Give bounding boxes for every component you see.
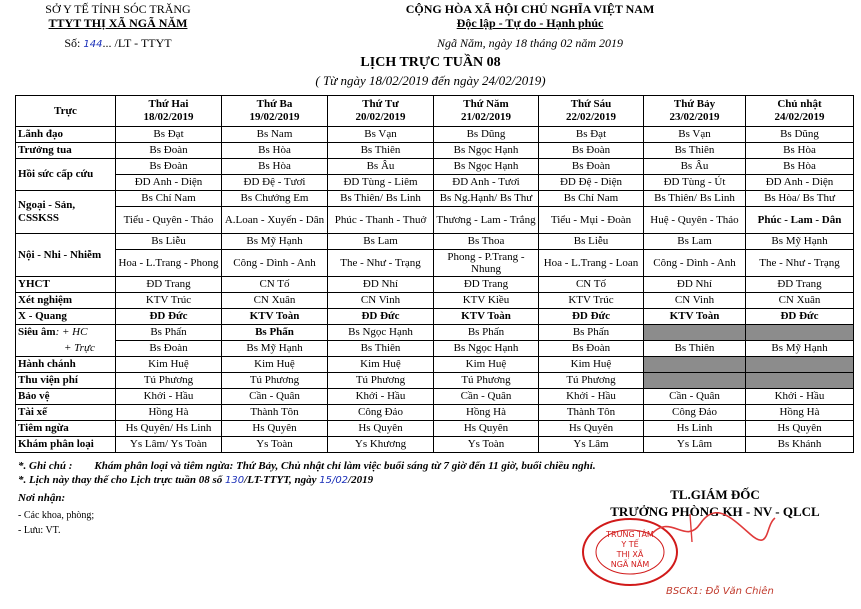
header-left: [18, 2, 218, 52]
table-cell: Cần - Quân: [222, 389, 328, 405]
recipient-item: - Lưu: VT.: [18, 525, 61, 536]
row-label: Lãnh đạo: [16, 127, 116, 143]
doc-date: Ngã Năm, ngày 18 tháng 02 năm 2019: [437, 36, 623, 50]
table-cell: ĐD Tùng - Út: [644, 175, 746, 191]
table-cell: Bs Vạn: [644, 127, 746, 143]
table-cell: Thành Tôn: [539, 405, 644, 421]
table-cell: Kim Huệ: [116, 357, 222, 373]
table-cell: Bs Liễu: [116, 234, 222, 250]
notes: [18, 459, 596, 488]
table-cell: ĐD Đệ - Tươi: [222, 175, 328, 191]
table-cell: Tú Phương: [222, 373, 328, 389]
row-label: Tài xế: [16, 405, 116, 421]
table-row: [16, 234, 854, 250]
table-cell: The - Như - Trạng: [746, 250, 854, 277]
table-cell: Khởi - Hầu: [328, 389, 434, 405]
table-row: [16, 277, 854, 293]
table-cell: ĐD Đức: [116, 309, 222, 325]
table-cell: Bs Thiên/ Bs Linh: [328, 191, 434, 207]
table-cell-shaded: [746, 325, 854, 341]
column-header-truc: Trực: [16, 96, 116, 127]
table-cell: ĐD Anh - Tươi: [434, 175, 539, 191]
table-cell: Bs Dũng: [746, 127, 854, 143]
table-row: [16, 405, 854, 421]
table-cell: Bs Lam: [328, 234, 434, 250]
table-cell: Bs Ngọc Hạnh: [434, 143, 539, 159]
column-header-day: Thứ Năm 21/02/2019: [434, 96, 539, 127]
table-cell: Bs Phấn: [434, 325, 539, 341]
table-cell: CN Vinh: [644, 293, 746, 309]
handwritten-signature-icon: [630, 506, 780, 550]
table-cell: Bs Âu: [644, 159, 746, 175]
table-cell: Bs Chí Nam: [116, 191, 222, 207]
table-cell: Bs Mỹ Hạnh: [222, 341, 328, 357]
table-cell: Kim Huệ: [222, 357, 328, 373]
table-row: [16, 143, 854, 159]
table-row: [16, 309, 854, 325]
table-cell: KTV Toàn: [434, 309, 539, 325]
table-cell: Bs Mỹ Hạnh: [746, 341, 854, 357]
table-cell: Tú Phương: [116, 373, 222, 389]
table-row: [16, 437, 854, 453]
table-row: [16, 127, 854, 143]
table-cell: Hs Quyên: [539, 421, 644, 437]
table-cell: Bs Ngọc Hạnh: [434, 341, 539, 357]
table-cell: Hoa - L.Trang - Phong: [116, 250, 222, 277]
table-cell: Hs Quyên/ Hs Linh: [116, 421, 222, 437]
table-cell: Kim Huệ: [539, 357, 644, 373]
table-cell: Bs Đoàn: [539, 341, 644, 357]
table-row: [16, 191, 854, 207]
table-cell-shaded: [644, 325, 746, 341]
table-cell-shaded: [746, 373, 854, 389]
table-row: [16, 250, 854, 277]
table-row: [16, 175, 854, 191]
table-cell: Bs Thoa: [434, 234, 539, 250]
row-label: Hồi sức cấp cứu: [16, 159, 116, 191]
table-cell: Bs Ngọc Hạnh: [328, 325, 434, 341]
table-row: [16, 159, 854, 175]
table-cell: ĐD Trang: [746, 277, 854, 293]
row-label: Hành chánh: [16, 357, 116, 373]
table-cell: Phong - P.Trang - Nhung: [434, 250, 539, 277]
table-cell: Ys Lâm: [539, 437, 644, 453]
table-cell: Bs Chí Nam: [539, 191, 644, 207]
table-cell: Hs Quyên: [434, 421, 539, 437]
table-cell: Hồng Hà: [434, 405, 539, 421]
sign-title: TL.GIÁM ĐỐC: [670, 487, 760, 502]
table-cell-shaded: [746, 357, 854, 373]
table-cell: Thương - Lam - Trắng: [434, 207, 539, 234]
table-cell: Ys Lâm/ Ys Toàn: [116, 437, 222, 453]
table-cell: Bs Thiên: [328, 143, 434, 159]
header-right: [372, 2, 688, 50]
table-row: [16, 373, 854, 389]
motto: Độc lập - Tự do - Hạnh phúc: [456, 16, 604, 30]
row-label: YHCT: [16, 277, 116, 293]
page-subtitle: ( Từ ngày 18/02/2019 đến ngày 24/02/2019): [315, 73, 546, 88]
table-cell: ĐD Đệ - Diện: [539, 175, 644, 191]
table-cell: Hồng Hà: [746, 405, 854, 421]
table-cell: Ys Toàn: [434, 437, 539, 453]
table-cell: ĐD Đức: [746, 309, 854, 325]
table-cell: Bs Hòa/ Bs Thư: [746, 191, 854, 207]
table-cell: Bs Liễu: [539, 234, 644, 250]
recipients-label: Nơi nhận:: [18, 492, 66, 504]
column-header-day: Thứ Tư 20/02/2019: [328, 96, 434, 127]
table-cell: Hs Quyên: [746, 421, 854, 437]
table-cell: Hs Linh: [644, 421, 746, 437]
table-row: [16, 293, 854, 309]
table-cell: CN Vinh: [328, 293, 434, 309]
table-cell: Bs Dũng: [434, 127, 539, 143]
table-header-row: [16, 96, 854, 127]
country-name: CỘNG HÒA XÃ HỘI CHỦ NGHĨA VIỆT NAM: [405, 2, 655, 16]
table-row: [16, 341, 854, 357]
column-header-day: Thứ Sáu 22/02/2019: [539, 96, 644, 127]
table-cell: Hs Quyên: [328, 421, 434, 437]
table-cell: Thành Tôn: [222, 405, 328, 421]
table-cell: Cần - Quân: [434, 389, 539, 405]
row-label: Tiêm ngừa: [16, 421, 116, 437]
column-header-day: Thứ Ba 19/02/2019: [222, 96, 328, 127]
org-name: TTYT THỊ XÃ NGÃ NĂM: [48, 16, 188, 30]
row-label: Ngoại - Sản, CSSKSS: [16, 191, 116, 234]
table-cell: Bs Đoàn: [539, 159, 644, 175]
table-cell: Ys Khương: [328, 437, 434, 453]
stamp-text: THỊ XÃ: [616, 550, 644, 559]
table-cell: CN Tố: [222, 277, 328, 293]
stamp-text: TRUNG TÂM: [606, 530, 654, 539]
table-cell: Ys Lâm: [644, 437, 746, 453]
table-cell: Khởi - Hầu: [539, 389, 644, 405]
table-cell: Bs Đạt: [539, 127, 644, 143]
table-cell: Bs Mỹ Hạnh: [746, 234, 854, 250]
table-cell: ĐD Đức: [539, 309, 644, 325]
table-cell: Bs Hòa: [222, 159, 328, 175]
dept-name: SỞ Y TẾ TỈNH SÓC TRĂNG: [45, 2, 191, 16]
table-cell: Bs Mỹ Hạnh: [222, 234, 328, 250]
table-cell: KTV Toàn: [644, 309, 746, 325]
table-cell: Bs Hòa: [746, 143, 854, 159]
table-cell: Tiểu - Quyên - Thảo: [116, 207, 222, 234]
table-cell: Bs Đạt: [116, 127, 222, 143]
doc-number-handwritten: 144: [83, 39, 103, 50]
table-cell: Bs Âu: [328, 159, 434, 175]
row-label: Thu viện phí: [16, 373, 116, 389]
table-cell: Tú Phương: [434, 373, 539, 389]
doc-number: Số: 144... /LT - TTYT: [64, 36, 172, 50]
row-label: X - Quang: [16, 309, 116, 325]
table-cell: Bs Thiên/ Bs Linh: [644, 191, 746, 207]
note-line-1: *. Ghi chú : Khám phân loại và tiêm ngừa: Thứ Bảy, Chủ nhật chỉ làm việc buổi sáng từ 7 giờ đến 11 giờ, buổi chiều nghỉ.: [18, 460, 596, 472]
table-cell: Bs Lam: [644, 234, 746, 250]
table-cell: ĐD Anh - Diện: [116, 175, 222, 191]
table-cell: Bs Ngọc Hạnh: [434, 159, 539, 175]
table-cell: Công - Dình - Anh: [644, 250, 746, 277]
table-cell: Bs Hòa: [222, 143, 328, 159]
table-row: [16, 421, 854, 437]
table-cell: Phúc - Lam - Dân: [746, 207, 854, 234]
table-cell: Hoa - L.Trang - Loan: [539, 250, 644, 277]
table-row: [16, 325, 854, 341]
stamp-text: NGÃ NĂM: [610, 560, 650, 569]
table-cell: Công Đảo: [644, 405, 746, 421]
table-cell: Bs Chướng Em: [222, 191, 328, 207]
table-cell: ĐD Đức: [328, 309, 434, 325]
table-cell: Phúc - Thanh - Thuở: [328, 207, 434, 234]
table-cell: Bs Phấn: [539, 325, 644, 341]
table-cell: Kim Huệ: [434, 357, 539, 373]
table-cell: Khởi - Hầu: [746, 389, 854, 405]
table-cell: Bs Đoàn: [116, 159, 222, 175]
table-cell: Tiểu - Mụi - Đoàn: [539, 207, 644, 234]
table-cell: A.Loan - Xuyến - Dân: [222, 207, 328, 234]
column-header-day: Thứ Hai 18/02/2019: [116, 96, 222, 127]
page-title: LỊCH TRỰC TUẦN 08: [360, 55, 501, 70]
table-cell: Bs Đoàn: [116, 341, 222, 357]
table-cell: Bs Thiên: [644, 143, 746, 159]
column-header-day: Chủ nhật 24/02/2019: [746, 96, 854, 127]
table-cell: Bs Vạn: [328, 127, 434, 143]
table-cell: Ys Toàn: [222, 437, 328, 453]
table-cell: Huệ - Quyên - Thảo: [644, 207, 746, 234]
table-cell-shaded: [644, 373, 746, 389]
table-cell: The - Như - Trạng: [328, 250, 434, 277]
recipients: [18, 491, 94, 538]
table-cell: KTV Kiều: [434, 293, 539, 309]
table-cell: CN Xuân: [222, 293, 328, 309]
row-label: Nội - Nhi - Nhiễm: [16, 234, 116, 277]
table-cell: KTV Trúc: [116, 293, 222, 309]
row-label: Trưởng tua: [16, 143, 116, 159]
table-cell: Hs Quyên: [222, 421, 328, 437]
table-cell: Khởi - Hầu: [116, 389, 222, 405]
table-cell: Bs Phấn: [116, 325, 222, 341]
table-cell: ĐD Trang: [116, 277, 222, 293]
row-label: Khám phân loại: [16, 437, 116, 453]
table-cell-shaded: [644, 357, 746, 373]
table-cell: CN Tố: [539, 277, 644, 293]
column-header-day: Thứ Bảy 23/02/2019: [644, 96, 746, 127]
table-cell: Bs Thiên: [328, 341, 434, 357]
table-cell: Bs Phấn: [222, 325, 328, 341]
table-cell: Bs Đoàn: [539, 143, 644, 159]
table-cell: Công Đảo: [328, 405, 434, 421]
table-row: [16, 357, 854, 373]
recipient-item: - Các khoa, phòng;: [18, 510, 95, 521]
table-cell: ĐD Nhí: [644, 277, 746, 293]
table-cell: ĐD Anh - Diện: [746, 175, 854, 191]
stamp-text: Y TẾ: [621, 540, 639, 549]
table-cell: Bs Thiên: [644, 341, 746, 357]
table-cell: Bs Ng.Hạnh/ Bs Thư: [434, 191, 539, 207]
table-cell: KTV Trúc: [539, 293, 644, 309]
sign-position: TRƯỞNG PHÒNG KH - NV - QLCL: [610, 504, 820, 519]
signer-name: BSCK1: Đỗ Văn Chiên: [666, 586, 774, 597]
note-line-2: *. Lịch này thay thế cho Lịch trực tuần 08 số 130/LT-TTYT, ngày 15/02/2019: [18, 474, 374, 486]
table-cell: Tú Phương: [328, 373, 434, 389]
row-label: Bảo vệ: [16, 389, 116, 405]
table-cell: Công - Dình - Anh: [222, 250, 328, 277]
table-cell: Bs Nam: [222, 127, 328, 143]
table-cell: Cần - Quân: [644, 389, 746, 405]
table-cell: Bs Đoàn: [116, 143, 222, 159]
row-label: Siêu âm: + HC: [16, 325, 116, 341]
schedule-table: [15, 95, 854, 453]
table-cell: ĐD Tùng - Liêm: [328, 175, 434, 191]
table-cell: Hồng Hà: [116, 405, 222, 421]
table-cell: Bs Hòa: [746, 159, 854, 175]
table-cell: ĐD Nhí: [328, 277, 434, 293]
table-row: [16, 389, 854, 405]
table-row: [16, 207, 854, 234]
table-cell: KTV Toàn: [222, 309, 328, 325]
table-cell: Tú Phương: [539, 373, 644, 389]
row-label: Xét nghiệm: [16, 293, 116, 309]
table-cell: Kim Huệ: [328, 357, 434, 373]
table-cell: Bs Khánh: [746, 437, 854, 453]
table-cell: CN Xuân: [746, 293, 854, 309]
row-label: + Trực: [16, 341, 116, 357]
table-cell: ĐD Trang: [434, 277, 539, 293]
